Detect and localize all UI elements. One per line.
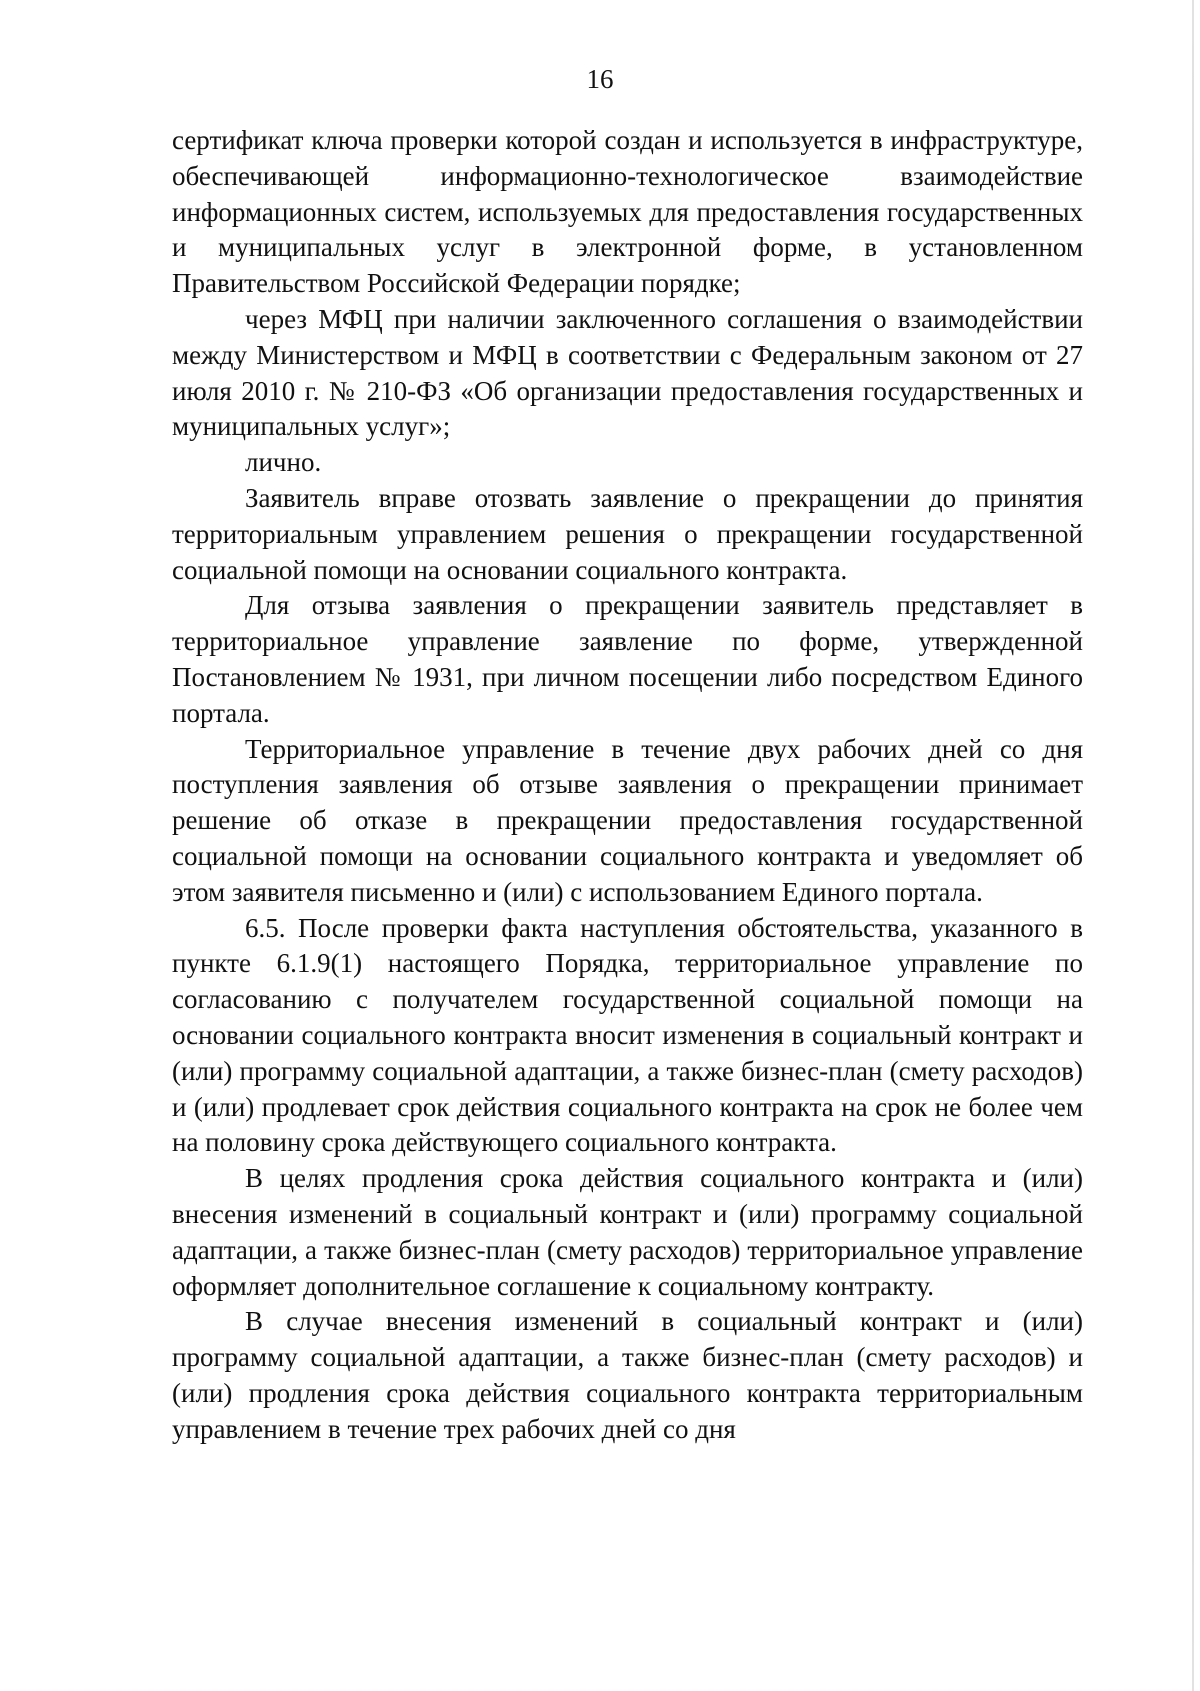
page-number: 16 bbox=[586, 64, 614, 94]
paragraph-4: Заявитель вправе отозвать заявление о прекращении до принятия территориальным управлением решения о прекращении государственной социальной помощи на основании социального контракта. bbox=[172, 482, 1083, 585]
paragraph-6: Территориальное управление в течение двух рабочих дней со дня поступления заявления об отзыве заявления о прекращении принимает решение об отказе в прекращении предоставления государственной социальной помощи на основании социального контракта и уведомляет об этом заявителя письменно и (или) с использованием Единого портала. bbox=[172, 733, 1083, 907]
paragraph-3: лично. bbox=[245, 447, 322, 478]
paragraph-2: через МФЦ при наличии заключенного соглашения о взаимодействии между Министерством и МФЦ в соответствии с Федеральным законом от 27 июля 2010 г. № 210-ФЗ «Об организации предоставления государственных и муниципальных услуг»; bbox=[172, 303, 1083, 442]
paragraph-1: сертификат ключа проверки которой создан и используется в инфраструктуре, обеспечивающей информационно-технологическое взаимодействие информационных систем, используемых для предоставления государственных и муниципальных услуг в электронной форме, в установленном Правительством Российской Федерации порядке; bbox=[172, 125, 1083, 299]
paragraph-9: В случае внесения изменений в социальный контракт и (или) программу социальной адаптации, а также бизнес-план (смету расходов) и (или) продления срока действия социального контракта территориальным управлением в течение трех рабочих дней со дня bbox=[172, 1306, 1083, 1444]
paragraph-7: 6.5. После проверки факта наступления обстоятельства, указанного в пункте 6.1.9(1) настоящего Порядка, территориальное управление по согласованию с получателем государственной социальной помощи на основании социального контракта вносит изменения в социальный контракт и (или) программу социальной адаптации, а также бизнес-план (смету расходов) и (или) продлевает срок действия социального контракта на срок не более чем на половину срока действующего социального контракта. bbox=[172, 912, 1083, 1158]
paragraph-8: В целях продления срока действия социального контракта и (или) внесения изменений в социальный контракт и (или) программу социальной адаптации, а также бизнес-план (смету расходов) территориальное управление оформляет дополнительное соглашение к социальному контракту. bbox=[172, 1163, 1083, 1301]
scan-edge-shadow bbox=[1192, 0, 1194, 1691]
paragraph-5: Для отзыва заявления о прекращении заявитель представляет в территориальное управление заявление по форме, утвержденной Постановлением № 1931, при личном посещении либо посредством Единого портала. bbox=[172, 590, 1083, 728]
document-body bbox=[172, 123, 1083, 1447]
